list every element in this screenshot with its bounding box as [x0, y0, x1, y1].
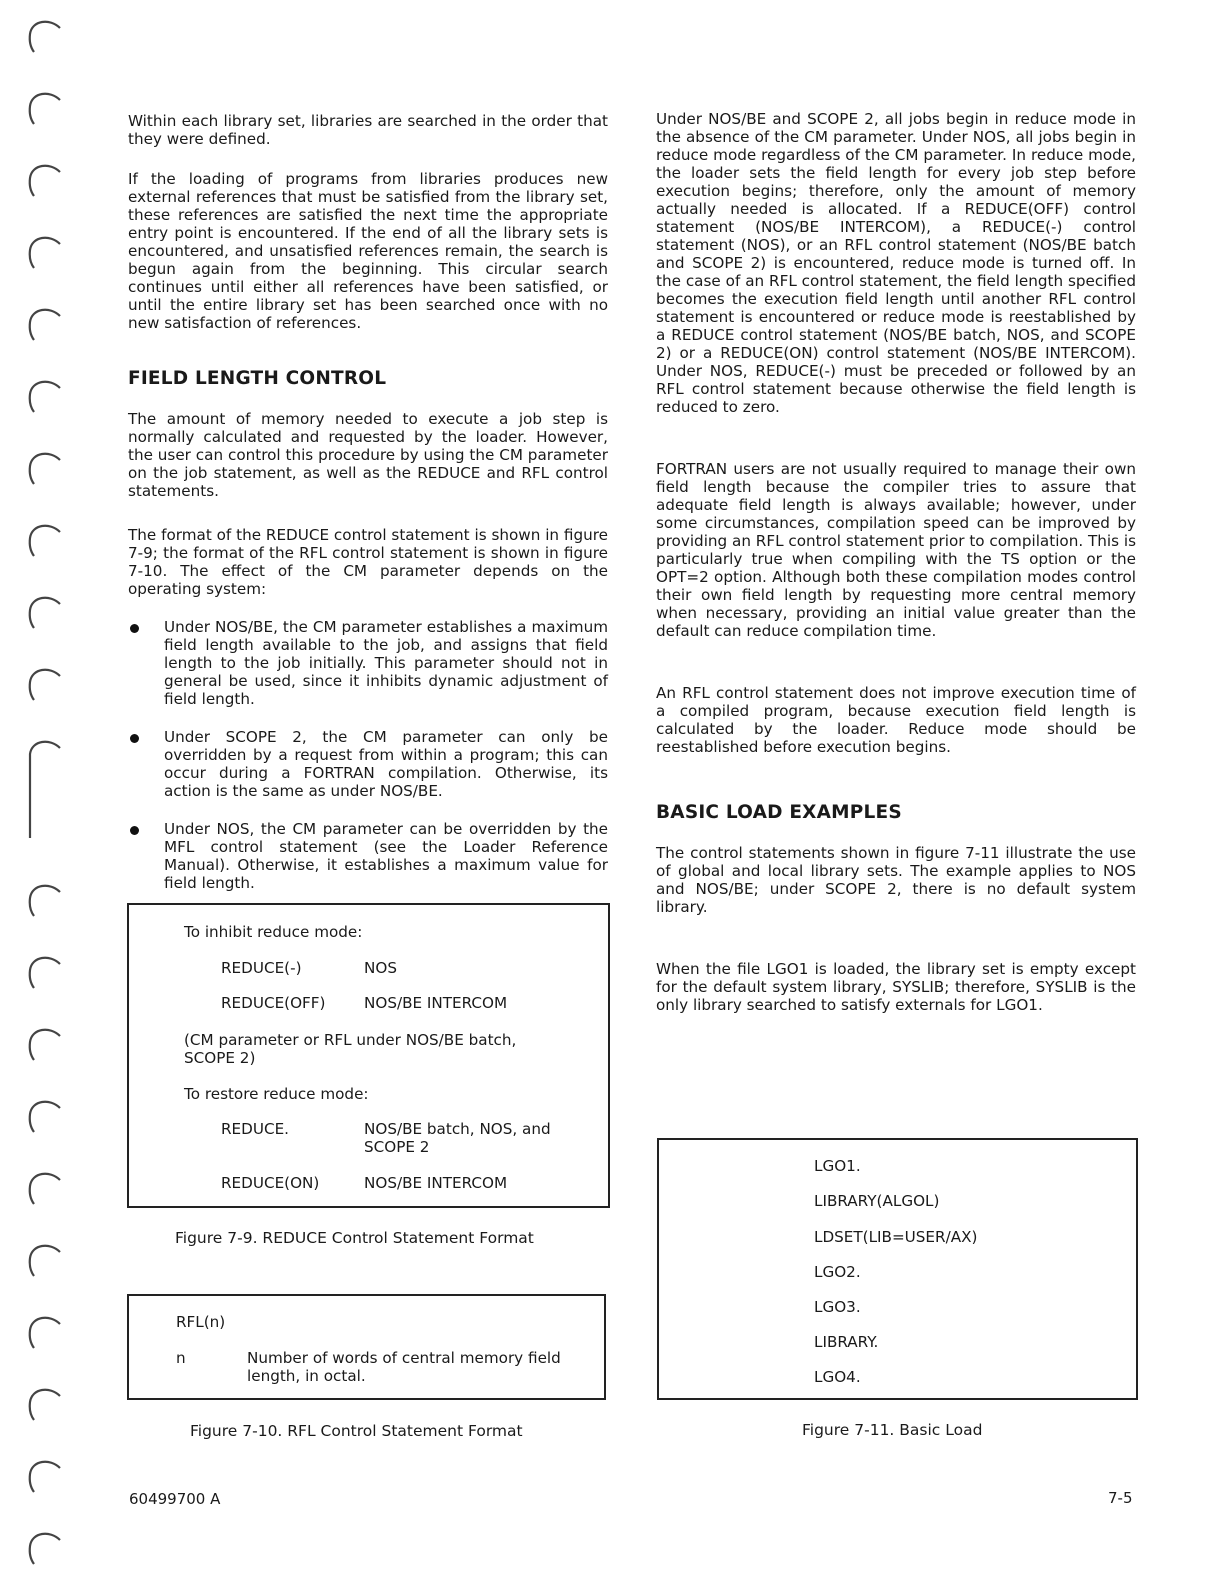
paragraph-reduce-format: The format of the REDUCE control statement is shown in figure 7-9; the format of the RFL control statement is shown in figure 7-10. The effect of the CM parameter depends on the operating system:: [128, 526, 608, 598]
paragraph-external-references: If the loading of programs from libraries produces new external references that must be satisfied from the library set, these references are satisfied the next time the appropriate entry point is encountered. If the end of all the library sets is encountered, and unsatisfied references remain, the search is begun again from the beginning. This circular search continues until either all references have been satisfied, or until the entire library set has been searched once with no new satisfaction of references.: [128, 170, 608, 332]
binding-ring-icon: [20, 230, 66, 276]
load-statement: LGO3.: [814, 1298, 861, 1316]
binding-ring-icon: [20, 1526, 66, 1572]
reduce-statement: REDUCE.: [221, 1120, 289, 1138]
binding-ring-icon: [20, 158, 66, 204]
load-statement: LGO4.: [814, 1368, 861, 1386]
load-statement: LIBRARY(ALGOL): [814, 1192, 940, 1210]
bullet-icon: [130, 826, 139, 835]
binding-ring-icon: [20, 1454, 66, 1500]
reduce-off-system: NOS/BE INTERCOM: [364, 994, 508, 1012]
cm-note-line1: (CM parameter or RFL under NOS/BE batch,: [184, 1031, 517, 1049]
left-column: [128, 108, 608, 892]
paragraph-lgo1-loaded: When the file LGO1 is loaded, the library set is empty except for the default system library, SYSLIB; therefore, SYSLIB is the only library searched to satisfy externals for LGO1.: [656, 960, 1136, 1014]
document-number: 60499700 A: [129, 1490, 221, 1508]
figure-7-10-box: [127, 1294, 606, 1400]
bullet-icon: [130, 624, 139, 633]
heading-basic-load-examples: BASIC LOAD EXAMPLES: [656, 802, 902, 823]
binding-ring-icon: [20, 374, 66, 420]
load-statement: LIBRARY.: [814, 1333, 879, 1351]
binding-ring-icon: [20, 950, 66, 996]
list-item-text: Under NOS, the CM parameter can be overridden by the MFL control statement (see the Loader Reference Manual). Otherwise, it establishes a maximum value for field length.: [164, 820, 608, 892]
binding-ring-icon: [20, 1382, 66, 1428]
figure-7-10-caption: Figure 7-10. RFL Control Statement Format: [190, 1422, 523, 1440]
operating-system-list: [128, 618, 608, 892]
binding-holes: [0, 0, 80, 1584]
binding-ring-icon: [20, 1238, 66, 1284]
page-number: 7-5: [1108, 1489, 1133, 1507]
figure-7-11-box: [657, 1138, 1138, 1400]
reduce-minus-statement: REDUCE(-): [221, 959, 302, 977]
reduce-system-line2: SCOPE 2: [364, 1138, 430, 1156]
rfl-statement: RFL(n): [176, 1313, 226, 1331]
rfl-param-desc-line2: length, in octal.: [247, 1367, 366, 1385]
reduce-off-statement: REDUCE(OFF): [221, 994, 326, 1012]
load-statement: LDSET(LIB=USER/AX): [814, 1228, 978, 1246]
reduce-on-system: NOS/BE INTERCOM: [364, 1174, 508, 1192]
binding-ring-icon: [20, 1166, 66, 1212]
binding-ring-icon: [20, 1094, 66, 1140]
paragraph-reduce-mode: Under NOS/BE and SCOPE 2, all jobs begin in reduce mode in the absence of the CM parameter. Under NOS, all jobs begin in reduce mode regardless of the CM parameter. In reduce mode, the loader sets the field length for every job step before execution begins; therefore, only the amount of memory actually needed is allocated. If a REDUCE(OFF) control statement (NOS/BE INTERCOM), a REDUCE(-) control statement (NOS), or an RFL control statement (NOS/BE batch and SCOPE 2) is encountered, reduce mode is turned off. In the case of an RFL control statement, the field length specified becomes the execution field length until another RFL control statement is encountered or reduce mode is reestablished by a REDUCE control statement (NOS/BE batch, NOS, and SCOPE 2) or a REDUCE(ON) control statement (NOS/BE INTERCOM). Under NOS, REDUCE(-) must be preceded or followed by an RFL control statement because otherwise the field length is reduced to zero.: [656, 110, 1136, 416]
binding-ring-icon: [20, 1022, 66, 1068]
binding-ring-icon: [20, 734, 66, 844]
paragraph-rfl-execution: An RFL control statement does not improve execution time of a compiled program, because execution field length is calculated by the loader. Reduce mode should be reestablished before execution begins.: [656, 684, 1136, 756]
binding-ring-icon: [20, 878, 66, 924]
figure-7-9-caption: Figure 7-9. REDUCE Control Statement Format: [175, 1229, 534, 1247]
inhibit-label: To inhibit reduce mode:: [184, 923, 363, 941]
binding-ring-icon: [20, 1310, 66, 1356]
list-item: [128, 820, 608, 892]
list-item: [128, 618, 608, 708]
right-column: [656, 108, 1136, 1014]
restore-label: To restore reduce mode:: [184, 1085, 369, 1103]
list-item-text: Under NOS/BE, the CM parameter establishes a maximum field length available to the job, and assigns that field length to the job initially. This parameter should not in general be used, since it inhibits dynamic adjustment of field length.: [164, 618, 608, 708]
paragraph-library-order: Within each library set, libraries are searched in the order that they were defined.: [128, 112, 608, 148]
binding-ring-icon: [20, 14, 66, 60]
binding-ring-icon: [20, 662, 66, 708]
reduce-on-statement: REDUCE(ON): [221, 1174, 320, 1192]
list-item: [128, 728, 608, 800]
paragraph-figure-7-11-intro: The control statements shown in figure 7-11 illustrate the use of global and local library sets. The example applies to NOS and NOS/BE; under SCOPE 2, there is no default system library.: [656, 844, 1136, 916]
binding-ring-icon: [20, 590, 66, 636]
bullet-icon: [130, 734, 139, 743]
list-item-text: Under SCOPE 2, the CM parameter can only be overridden by a request from within a program; this can occur during a FORTRAN compilation. Otherwise, its action is the same as under NOS/BE.: [164, 728, 608, 800]
binding-ring-icon: [20, 302, 66, 348]
binding-ring-icon: [20, 86, 66, 132]
heading-field-length-control: FIELD LENGTH CONTROL: [128, 368, 387, 389]
paragraph-memory-amount: The amount of memory needed to execute a job step is normally calculated and requested by the loader. However, the user can control this procedure by using the CM parameter on the job statement, as well as the REDUCE and RFL control statements.: [128, 410, 608, 500]
load-statement: LGO1.: [814, 1157, 861, 1175]
rfl-param-desc-line1: Number of words of central memory field: [247, 1349, 561, 1367]
binding-ring-icon: [20, 518, 66, 564]
paragraph-fortran-users: FORTRAN users are not usually required to manage their own field length because the compiler tries to assure that adequate field length is always available; however, under some circumstances, compilation speed can be improved by providing an RFL control statement prior to compilation. This is particularly true when compiling with the TS option or the OPT=2 option. Although both these compilation modes control their own field length by requesting more central memory when necessary, providing an initial value greater than the default can reduce compilation time.: [656, 460, 1136, 640]
cm-note-line2: SCOPE 2): [184, 1049, 256, 1067]
figure-7-11-caption: Figure 7-11. Basic Load: [802, 1421, 983, 1439]
reduce-system-line1: NOS/BE batch, NOS, and: [364, 1120, 551, 1138]
rfl-param-name: n: [176, 1349, 186, 1367]
binding-ring-icon: [20, 446, 66, 492]
figure-7-9-box: [127, 903, 610, 1208]
load-statement: LGO2.: [814, 1263, 861, 1281]
reduce-minus-system: NOS: [364, 959, 397, 977]
